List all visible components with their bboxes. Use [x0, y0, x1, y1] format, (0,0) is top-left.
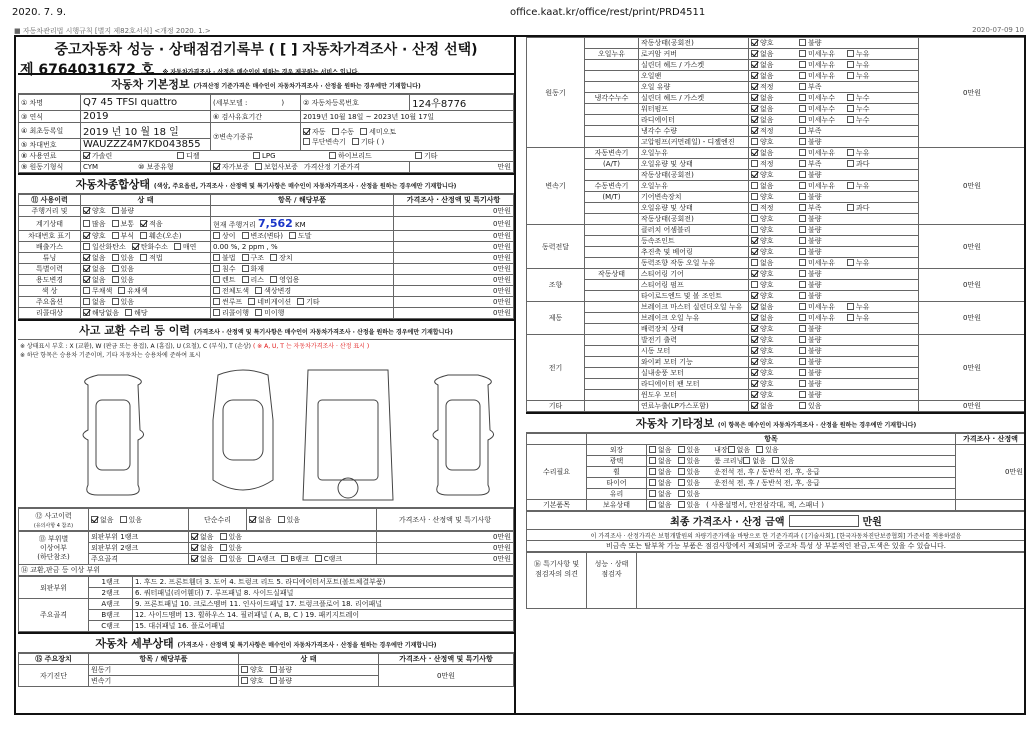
header-note: ※ 자동차가격조사 · 산정은 매수인이 원하는 경우 제공하는 서비스 입니다.	[162, 69, 360, 76]
device-row: 조향 작동상태 스티어링 기어 양호 불량 0만원	[527, 269, 1026, 280]
checkbox[interactable]	[140, 232, 147, 239]
overall-status-heading: 자동차종합상태 (색상, 주요옵션, 가격조사 · 산정액 및 특기사항은 매수인이 자동차가격조사 · 산정을 원하는 경우에만 기재합니다)	[18, 173, 514, 194]
checkbox[interactable]	[751, 83, 758, 90]
checkbox[interactable]	[751, 105, 758, 112]
checkbox[interactable]	[112, 207, 119, 214]
checkbox[interactable]	[751, 336, 758, 343]
print-date: 2020. 7. 9.	[12, 7, 67, 18]
car-outline-diagram	[18, 360, 512, 508]
checkbox[interactable]	[83, 276, 90, 283]
damage-area-table: 외판부위 1랭크 1. 후드 2. 프론트휀더 3. 도어 4. 트렁크 리드 5. 라디에이터서포트(볼트체결부품) 2랭크 6. 쿼터패널(리어휀더) 7. 루프패널 8. 사이드실패널 주요골격 A랭크 9. 프론트패널 10. 크로스멤버 11. 인사이드패널 17. 트렁크플로어 18. 리어패널 B랭크 12. 사이드멤버 13. 휠하우스 14. 필러패널 ( A, B, C ) 19. 패키지트레이 C랭크 15. 대쉬패널 16. 플로어패널	[18, 576, 514, 632]
checkbox[interactable]	[83, 243, 90, 250]
checkbox[interactable]	[83, 287, 90, 294]
device-row: 라디에이터 없음 미세누수 누수	[527, 115, 1026, 126]
checkbox[interactable]	[248, 298, 255, 305]
checkbox[interactable]	[799, 314, 806, 321]
checkbox[interactable]	[799, 138, 806, 145]
device-row: 원동기 작동상태(공회전) 양호 불량 0만원	[527, 38, 1026, 49]
checkbox[interactable]	[799, 380, 806, 387]
device-row: 작동상태(공회전) 양호 불량	[527, 214, 1026, 225]
checkbox[interactable]	[847, 182, 854, 189]
basic-info-heading: 자동차 기본정보 (가격산정 기준가격은 매수인이 자동차가격조사 · 산정을 원하는 경우에만 기재합니다)	[18, 73, 514, 94]
checkbox[interactable]	[213, 298, 220, 305]
checkbox[interactable]	[799, 160, 806, 167]
accident-history-heading: 사고 교환 수리 등 이력 (가격조사 · 산정액 및 특기사항은 매수인이 자동차가격조사 · 산정을 원하는 경우에만 기재합니다)	[18, 319, 514, 340]
checkbox[interactable]	[125, 309, 132, 316]
final-price-note: 이 가격조사 · 산정가격은 보험개발원의 차량기준가액을 바탕으로 한 기준가격과 ( [기술사회], [한국자동차진단보증협회] 가준서를 적용하였음	[527, 530, 1026, 541]
checkbox[interactable]	[112, 298, 119, 305]
detail-status-heading: 자동차 세부상태 (가격조사 · 산정액 및 특기사항은 매수인이 자동차가격조사 · 산정을 원하는 경우에만 기재합니다)	[18, 632, 514, 653]
checkbox[interactable]	[799, 50, 806, 57]
final-price-table: 최종 가격조사 · 산정 금액 만원 이 가격조사 · 산정가격은 보험개발원의 차량기준가액을 바탕으로 한 기준가격과 ( [기술사회], [한국자동차진단보증협회] 가준서를 적용하였음 비금속 또는 탈부착 가능 부품은 점검사항에서 제외되며 중고차 특성 상 부분적인 판금,도색은 있을 수 있습니다.	[526, 511, 1026, 552]
device-row: 워터펌프 없음 미세누수 누수	[527, 104, 1026, 115]
checkbox[interactable]	[112, 254, 119, 261]
checkbox[interactable]	[799, 105, 806, 112]
checkbox[interactable]	[83, 207, 90, 214]
checkbox[interactable]	[751, 402, 758, 409]
form-title: 중고자동차 성능 · 상태점검기록부 ( [ ] 자동차가격조사 · 산정 선택)	[54, 42, 478, 58]
checkbox[interactable]	[140, 254, 147, 261]
checkbox[interactable]	[847, 259, 854, 266]
document-number: 제 6764031672 호	[20, 62, 155, 78]
checkbox[interactable]	[799, 248, 806, 255]
device-row: 스티어링 펌프 양호 불량	[527, 280, 1026, 291]
device-row: 윈도우 모터 양호 불량	[527, 390, 1026, 401]
checkbox[interactable]	[847, 94, 854, 101]
checkbox[interactable]	[270, 254, 277, 261]
other-info-row: 휠 없음 있음 운전석 전, 후 / 동반석 전, 후, 응급	[527, 467, 1026, 478]
checkbox[interactable]	[751, 358, 758, 365]
checkbox[interactable]	[751, 369, 758, 376]
checkbox[interactable]	[751, 171, 758, 178]
overall-status-table: ⑪ 사용이력 상 태 항목 / 해당부품 가격조사 · 산정액 및 특기사항 주행거리 및 양호 불량 0만원 계기상태 많음 보통 적음 현재 주행거리 7,562 KM 0만원 차대번호 표기 양호 부식 훼손(오손) 상이 변조(변타) 도말 0만원 배출가스 일산화탄소 탄화수소 매연 0.00 %, 2 ppm , % 0만원 튜닝 없음 있음 적법 불법 구조 장치 0만원 특별이력 없음 있음 침수 화재 0만원 용도변경 없음 있음 렌트 리스 영업용 0만원 색 상 무채색 유채색 전체도색 색상변경 0만원 주요옵션 없음 있음 썬루프 네비게이션 기타 0만원 리콜대상 해당없음 해당 리콜이행 미이행 0만원	[18, 194, 514, 319]
overall-row: 색 상 무채색 유채색 전체도색 색상변경 0만원	[19, 286, 514, 297]
other-info-heading: 자동차 기타정보 (이 항목은 매수인이 자동차가격조사 · 산정을 원하는 경우에만 기재합니다)	[526, 412, 1026, 433]
checkbox[interactable]	[83, 232, 90, 239]
basic-items-row: 기본품목 보유상태 없음 있음 ( 사용설명서, 안전삼각대, 잭, 스패너 )	[527, 500, 1026, 511]
final-price-note-2: 비금속 또는 탈부착 가능 부품은 점검사항에서 제외되며 중고차 특성 상 부분적인 판금,도색은 있을 수 있습니다.	[527, 541, 1026, 552]
device-row: 오일팬 없음 미세누유 누유	[527, 71, 1026, 82]
checkbox[interactable]	[751, 248, 758, 255]
checkbox[interactable]	[847, 72, 854, 79]
checkbox[interactable]	[847, 314, 854, 321]
checkbox[interactable]	[799, 182, 806, 189]
checkbox[interactable]	[799, 61, 806, 68]
device-row: 시동 모터 양호 불량	[527, 346, 1026, 357]
checkbox[interactable]	[751, 380, 758, 387]
checkbox[interactable]	[799, 193, 806, 200]
checkbox[interactable]	[255, 287, 262, 294]
law-reference: ■ 자동차관리법 시행규칙 [별지 제82호서식] <개정 2020. 1.>	[14, 27, 211, 35]
device-row: 실린더 헤드 / 가스켓 없음 미세누유 누유	[527, 60, 1026, 71]
checkbox[interactable]	[649, 446, 656, 453]
browser-header	[0, 0, 1026, 20]
device-row: 변속기 자동변속기 오일누유 없음 미세누유 누유 0만원	[527, 148, 1026, 159]
checkbox[interactable]	[112, 232, 119, 239]
checkbox[interactable]	[799, 215, 806, 222]
final-price-label: 최종 가격조사 · 산정 금액	[670, 517, 785, 528]
device-row: (A/T) 오일유량 및 상태 적정 부족 과다	[527, 159, 1026, 170]
checkbox[interactable]	[799, 171, 806, 178]
checkbox[interactable]	[751, 391, 758, 398]
checkbox[interactable]	[799, 336, 806, 343]
device-row: 제동 브레이크 마스터 실린더오일 누유 없음 미세누유 누유 0만원	[527, 302, 1026, 313]
car-damage-diagram	[18, 360, 514, 508]
checkbox[interactable]	[678, 457, 685, 464]
checkbox[interactable]	[140, 220, 147, 227]
checkbox[interactable]	[242, 265, 249, 272]
checkbox[interactable]	[751, 39, 758, 46]
left-column	[18, 37, 516, 715]
checkbox[interactable]	[847, 204, 854, 211]
checkbox[interactable]	[847, 105, 854, 112]
part-check-table: ⑬ 부위별 이상여부 (하단참조) 외판부위 1랭크 없음 있음 0만원 외판부위 2랭크 없음 있음 0만원 주요골격 없음 있음 A랭크 B랭크 C랭크 0만원 ⑭ 교환,판금 등 이상 부위	[18, 531, 514, 576]
other-info-row: 수리필요 외장 없음 있음 내장 없음 있음 0만원	[527, 445, 1026, 456]
checkbox[interactable]	[847, 61, 854, 68]
checkbox[interactable]	[112, 276, 119, 283]
checkbox[interactable]	[799, 127, 806, 134]
checkbox[interactable]	[799, 204, 806, 211]
device-row: 오일 유량 적정 부족	[527, 82, 1026, 93]
device-row: 동력조향 작동 오일 누유 없음 미세누유 누유	[527, 258, 1026, 269]
checkbox[interactable]	[678, 479, 685, 486]
checkbox[interactable]	[799, 116, 806, 123]
checkbox[interactable]	[213, 265, 220, 272]
checkbox[interactable]	[751, 226, 758, 233]
checkbox[interactable]	[242, 276, 249, 283]
checkbox[interactable]	[118, 287, 125, 294]
checkbox[interactable]	[297, 298, 304, 305]
checkbox[interactable]	[213, 232, 220, 239]
overall-row: 주요옵션 없음 있음 썬루프 네비게이션 기타 0만원	[19, 297, 514, 308]
other-info-table: 항목 가격조사 · 산정액 수리필요 외장 없음 있음 내장 없음 있음 0만원 광택 없음 있음 룸 크리닝 없음 있음 휠 없음 있음 운전석 전, 후 / 동반석 전, 후, 응급 타이어 없음 있음 운전석 전, 후 / 동반석 전, 후, 응급 유리 없음 있음 기본품목 보유상태 없음 있음 ( 사용설명서, 안전삼각대, 잭, 스패너 )	[526, 433, 1026, 511]
checkbox[interactable]	[678, 446, 685, 453]
device-row: 냉각수누수 실린더 헤드 / 가스켓 없음 미세누수 누수	[527, 93, 1026, 104]
checkbox[interactable]	[847, 160, 854, 167]
device-row: 동력전달 클러치 어셈블리 양호 불량 0만원	[527, 225, 1026, 236]
overall-row: 차대번호 표기 양호 부식 훼손(오손) 상이 변조(변타) 도말 0만원	[19, 231, 514, 242]
other-info-row: 유리 없음 있음	[527, 489, 1026, 500]
checkbox[interactable]	[649, 490, 656, 497]
device-row: 기타 연료누출(LP가스포함) 없음 있음 0만원	[527, 401, 1026, 412]
checkbox[interactable]	[799, 391, 806, 398]
checkbox[interactable]	[83, 309, 90, 316]
checkbox[interactable]	[751, 204, 758, 211]
checkbox[interactable]	[799, 39, 806, 46]
page-url[interactable]: office.kaat.kr/office/rest/print/PRD4511	[510, 7, 706, 18]
checkbox[interactable]	[242, 254, 249, 261]
checkbox[interactable]	[751, 325, 758, 332]
checkbox[interactable]	[751, 303, 758, 310]
checkbox[interactable]	[799, 270, 806, 277]
accident-table: ⑫ 사고이력 (유의사항 4 참조) 없음 있음 단순수리 없음 있음 가격조사 · 산정액 및 특기사항	[18, 508, 514, 531]
checkbox[interactable]	[799, 325, 806, 332]
checkbox[interactable]	[751, 138, 758, 145]
overall-row: 리콜대상 해당없음 해당 리콜이행 미이행 0만원	[19, 308, 514, 319]
checkbox[interactable]	[751, 116, 758, 123]
checkbox[interactable]	[799, 226, 806, 233]
device-row: 타이로드엔드 및 볼 조인트 양호 불량	[527, 291, 1026, 302]
device-row: 등속조인트 양호 불량	[527, 236, 1026, 247]
device-row: 작동상태(공회전) 양호 불량	[527, 170, 1026, 181]
checkbox[interactable]	[799, 292, 806, 299]
device-status-table	[526, 37, 1026, 412]
device-row: 추진축 및 베어링 양호 불량	[527, 247, 1026, 258]
checkbox[interactable]	[112, 220, 119, 227]
print-timestamp: 2020-07-09 10	[972, 26, 1024, 34]
checkbox[interactable]	[83, 265, 90, 272]
checkbox[interactable]	[213, 287, 220, 294]
device-row: 오일누유 로커암 커버 없음 미세누유 누유	[527, 49, 1026, 60]
overall-row: 튜닝 없음 있음 적법 불법 구조 장치 0만원	[19, 253, 514, 264]
device-row: 라디에이터 팬 모터 양호 불량	[527, 379, 1026, 390]
device-row: 배력장치 상태 양호 불량	[527, 324, 1026, 335]
checkbox[interactable]	[242, 232, 249, 239]
device-row: 수동변속기 오일누유 없음 미세누유 누유	[527, 181, 1026, 192]
device-row: 냉각수 수량 적정 부족	[527, 126, 1026, 137]
checkbox[interactable]	[132, 243, 139, 250]
checkbox[interactable]	[213, 309, 220, 316]
checkbox[interactable]	[751, 72, 758, 79]
checkbox[interactable]	[649, 457, 656, 464]
inspection-form	[14, 35, 1026, 715]
other-info-row: 광택 없음 있음 룸 크리닝 없음 있음	[527, 456, 1026, 467]
checkbox[interactable]	[799, 303, 806, 310]
device-row: (M/T) 기어변속장치 양호 불량	[527, 192, 1026, 203]
checkbox[interactable]	[751, 182, 758, 189]
checkbox[interactable]	[847, 116, 854, 123]
checkbox[interactable]	[751, 94, 758, 101]
checkbox[interactable]	[213, 276, 220, 283]
device-row: 브레이크 오일 누유 없음 미세누유 누유	[527, 313, 1026, 324]
checkbox[interactable]	[751, 160, 758, 167]
device-row: 와이퍼 모터 기능 양호 불량	[527, 357, 1026, 368]
special-notes-table: ⑯ 특기사항 및 점검자의 의견 성능 · 상태 점검자	[526, 552, 1026, 609]
checkbox[interactable]	[678, 490, 685, 497]
checkbox[interactable]	[678, 468, 685, 475]
checkbox[interactable]	[751, 259, 758, 266]
checkbox[interactable]	[83, 298, 90, 305]
device-row: 고압펌프(커먼레일) - 디젤엔진 양호 불량	[527, 137, 1026, 148]
checkbox[interactable]	[174, 243, 181, 250]
checkbox[interactable]	[799, 347, 806, 354]
checkbox[interactable]	[83, 220, 90, 227]
checkbox[interactable]	[799, 83, 806, 90]
overall-row: 용도변경 없음 있음 렌트 리스 영업용 0만원	[19, 275, 514, 286]
checkbox[interactable]	[751, 281, 758, 288]
detail-status-table: ⑮ 주요장치 항목 / 해당부품 상 태 가격조사 · 산정액 및 특기사항 자기진단 원동기 양호 불량 0만원 변속기 양호 불량	[18, 653, 514, 687]
checkbox[interactable]	[751, 127, 758, 134]
checkbox[interactable]	[83, 254, 90, 261]
checkbox[interactable]	[751, 215, 758, 222]
checkbox[interactable]	[270, 276, 277, 283]
device-row: 전기 발전기 출력 양호 불량 0만원	[527, 335, 1026, 346]
checkbox[interactable]	[799, 72, 806, 79]
checkbox[interactable]	[213, 254, 220, 261]
right-column	[526, 37, 1026, 715]
checkbox[interactable]	[751, 193, 758, 200]
basic-info-table: ① 차명 Q7 45 TFSI quattro (세부모델 : ) ② 자동차등록번호 124우8776 ③ 연식 2019 ⑥ 검사유효기간 2019년 10월 18일 ~ 2023년 10월 17일 ④ 최초등록일 2019 년 10 월 18 일 ⑦변속기종류 자동 수동 세미오토 무단변속기 기타 ( ) ⑤ 차대번호 WAUZZZ4M7KD043855 ⑧ 사용연료 가솔린 디젤 LPG 하이브리드 기타 ⑨ 원동기형식 CYM ⑩ 보증유형 자가보증 보험사보증 가격산정 기준가격 만원	[18, 94, 514, 173]
checkbox[interactable]	[799, 369, 806, 376]
status-legend: ※ 상태표시 부호 : X (교환), W (판금 또는 용접), A (흠집), U (요철), C (부식), T (손상) ( ※ A, U, T 는 자동차가격조사 · 산정 표시 ) ※ 하단 항목은 승용차 기준이며, 기타 자동차는 승용차에 준하여 표시	[20, 343, 370, 359]
checkbox[interactable]	[751, 237, 758, 244]
checkbox[interactable]	[751, 50, 758, 57]
checkbox[interactable]	[799, 281, 806, 288]
checkbox[interactable]	[799, 358, 806, 365]
checkbox[interactable]	[847, 149, 854, 156]
checkbox[interactable]	[112, 265, 119, 272]
checkbox[interactable]	[799, 94, 806, 101]
checkbox[interactable]	[751, 314, 758, 321]
checkbox[interactable]	[649, 479, 656, 486]
checkbox[interactable]	[847, 303, 854, 310]
other-info-row: 타이어 없음 있음 운전석 전, 후 / 동반석 전, 후, 응급	[527, 478, 1026, 489]
checkbox[interactable]	[799, 237, 806, 244]
checkbox[interactable]	[289, 232, 296, 239]
checkbox[interactable]	[751, 270, 758, 277]
overall-row: 배출가스 일산화탄소 탄화수소 매연 0.00 %, 2 ppm , % 0만원	[19, 242, 514, 253]
checkbox[interactable]	[255, 309, 262, 316]
checkbox[interactable]	[751, 61, 758, 68]
checkbox[interactable]	[649, 468, 656, 475]
checkbox[interactable]	[847, 50, 854, 57]
overall-row: 계기상태 많음 보통 적음 현재 주행거리 7,562 KM 0만원	[19, 217, 514, 231]
overall-row: 특별이력 없음 있음 침수 화재 0만원	[19, 264, 514, 275]
checkbox[interactable]	[799, 259, 806, 266]
checkbox[interactable]	[799, 149, 806, 156]
checkbox[interactable]	[751, 149, 758, 156]
device-row: 오일유량 및 상태 적정 부족 과다	[527, 203, 1026, 214]
device-row: 실내송풍 모터 양호 불량	[527, 368, 1026, 379]
checkbox[interactable]	[799, 402, 806, 409]
checkbox[interactable]	[751, 347, 758, 354]
overall-row: 주행거리 및 양호 불량 0만원	[19, 206, 514, 217]
checkbox[interactable]	[751, 292, 758, 299]
